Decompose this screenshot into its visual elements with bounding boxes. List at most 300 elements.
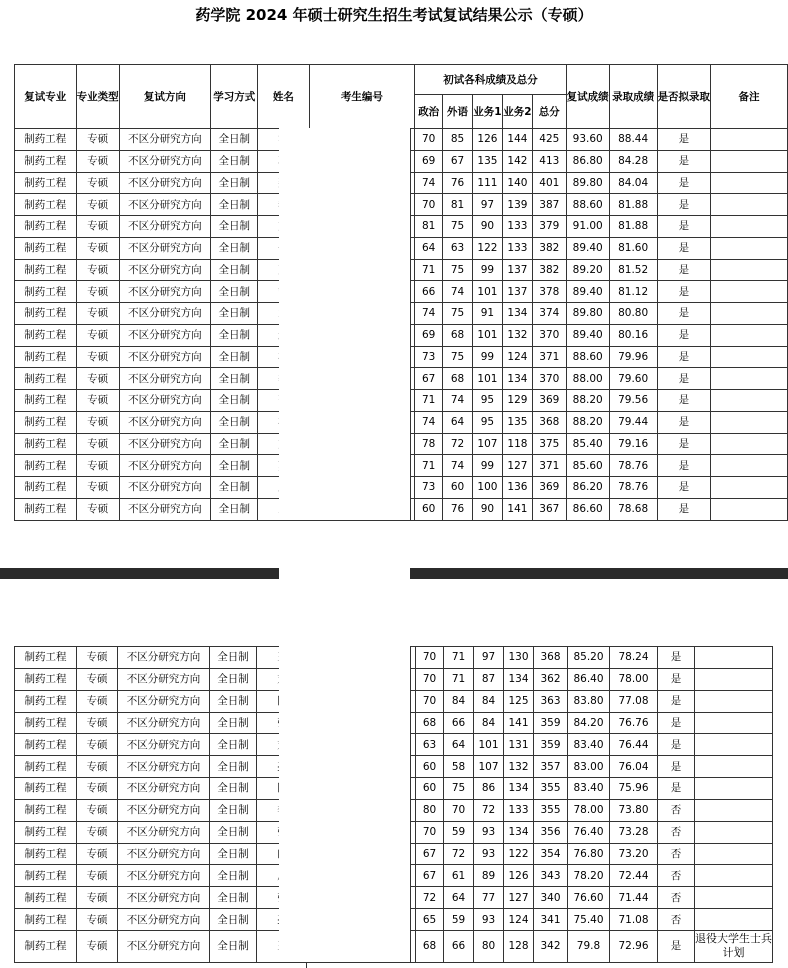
total-score: 382: [532, 259, 566, 281]
total-score: 359: [534, 712, 568, 734]
remarks-cell: [711, 237, 788, 259]
direction-cell: 不区分研究方向: [119, 498, 211, 520]
total-score: 357: [534, 756, 568, 778]
direction-cell: 不区分研究方向: [119, 129, 211, 151]
course2-score: 127: [504, 887, 534, 909]
study-mode-cell: 全日制: [211, 433, 258, 455]
major-type-cell: 专硕: [77, 668, 118, 690]
direction-cell: 不区分研究方向: [119, 303, 211, 325]
foreign-score: 74: [443, 281, 473, 303]
retest-score: 75.40: [568, 909, 610, 931]
course2-score: 141: [504, 712, 534, 734]
remarks-cell: 退役大学生士兵计划: [695, 930, 773, 962]
politics-score: 67: [416, 843, 444, 865]
direction-cell: 不区分研究方向: [118, 734, 210, 756]
redaction-mask-top: [279, 128, 410, 520]
course2-score: 133: [502, 216, 532, 238]
direction-cell: 不区分研究方向: [119, 477, 211, 499]
header-initial-group: 初试各科成绩及总分: [415, 65, 566, 95]
study-mode-cell: 全日制: [210, 821, 257, 843]
header-exam-id: 考生编号: [309, 65, 415, 129]
politics-score: 73: [415, 477, 443, 499]
header-politics: 政治: [415, 95, 443, 129]
admit-status: 否: [658, 887, 695, 909]
course2-score: 126: [504, 865, 534, 887]
direction-cell: 不区分研究方向: [118, 712, 210, 734]
foreign-score: 75: [443, 346, 473, 368]
major-cell: 制药工程: [15, 368, 77, 390]
major-type-cell: 专硕: [76, 129, 119, 151]
admit-score: 79.60: [609, 368, 657, 390]
foreign-score: 60: [443, 477, 473, 499]
retest-score: 88.20: [566, 390, 609, 412]
course1-score: 122: [472, 237, 502, 259]
direction-cell: 不区分研究方向: [119, 390, 211, 412]
header-course2: 业务2: [502, 95, 532, 129]
major-cell: 制药工程: [15, 930, 77, 962]
admit-status: 是: [657, 411, 711, 433]
politics-score: 68: [416, 712, 444, 734]
major-type-cell: 专硕: [76, 433, 119, 455]
study-mode-cell: 全日制: [211, 237, 258, 259]
politics-score: 67: [416, 865, 444, 887]
remarks-cell: [695, 821, 773, 843]
total-score: 368: [532, 411, 566, 433]
major-type-cell: 专硕: [76, 216, 119, 238]
foreign-score: 63: [443, 237, 473, 259]
admit-score: 78.76: [609, 477, 657, 499]
direction-cell: 不区分研究方向: [118, 799, 210, 821]
major-cell: 制药工程: [15, 237, 77, 259]
major-cell: 制药工程: [15, 647, 77, 669]
major-type-cell: 专硕: [76, 498, 119, 520]
course2-score: 131: [504, 734, 534, 756]
remarks-cell: [695, 865, 773, 887]
study-mode-cell: 全日制: [211, 411, 258, 433]
course2-score: 137: [502, 281, 532, 303]
remarks-cell: [711, 433, 788, 455]
study-mode-cell: 全日制: [211, 281, 258, 303]
study-mode-cell: 全日制: [211, 129, 258, 151]
major-type-cell: 专硕: [76, 303, 119, 325]
course2-score: 142: [502, 150, 532, 172]
course1-score: 99: [472, 259, 502, 281]
course2-score: 118: [502, 433, 532, 455]
major-cell: 制药工程: [15, 734, 77, 756]
total-score: 387: [532, 194, 566, 216]
retest-score: 86.80: [566, 150, 609, 172]
admit-status: 是: [657, 303, 711, 325]
foreign-score: 75: [444, 778, 474, 800]
admit-score: 79.96: [609, 346, 657, 368]
course1-score: 72: [474, 799, 504, 821]
total-score: 425: [532, 129, 566, 151]
study-mode-cell: 全日制: [210, 712, 257, 734]
retest-score: 83.00: [568, 756, 610, 778]
study-mode-cell: 全日制: [210, 909, 257, 931]
header-admit-score: 录取成绩: [609, 65, 657, 129]
study-mode-cell: 全日制: [210, 778, 257, 800]
total-score: 379: [532, 216, 566, 238]
major-cell: 制药工程: [15, 324, 77, 346]
course2-score: 136: [502, 477, 532, 499]
admit-score: 79.16: [609, 433, 657, 455]
politics-score: 74: [415, 172, 443, 194]
retest-score: 89.80: [566, 303, 609, 325]
direction-cell: 不区分研究方向: [119, 324, 211, 346]
admit-status: 是: [658, 930, 695, 962]
study-mode-cell: 全日制: [210, 690, 257, 712]
course1-score: 99: [472, 346, 502, 368]
admit-score: 71.44: [610, 887, 658, 909]
major-type-cell: 专硕: [76, 477, 119, 499]
total-score: 382: [532, 237, 566, 259]
major-type-cell: 专硕: [76, 237, 119, 259]
admit-score: 75.96: [610, 778, 658, 800]
study-mode-cell: 全日制: [211, 303, 258, 325]
remarks-cell: [711, 150, 788, 172]
course2-score: 140: [502, 172, 532, 194]
major-cell: 制药工程: [15, 778, 77, 800]
study-mode-cell: 全日制: [211, 150, 258, 172]
admit-status: 否: [658, 865, 695, 887]
course2-score: 134: [502, 303, 532, 325]
major-cell: 制药工程: [15, 346, 77, 368]
major-type-cell: 专硕: [76, 368, 119, 390]
admit-score: 80.80: [609, 303, 657, 325]
admit-score: 81.12: [609, 281, 657, 303]
page-break-bar-left: [0, 568, 279, 579]
admit-score: 80.16: [609, 324, 657, 346]
major-type-cell: 专硕: [77, 930, 118, 962]
retest-score: 93.60: [566, 129, 609, 151]
major-type-cell: 专硕: [76, 150, 119, 172]
retest-score: 89.40: [566, 324, 609, 346]
foreign-score: 58: [444, 756, 474, 778]
course1-score: 99: [472, 455, 502, 477]
politics-score: 78: [415, 433, 443, 455]
study-mode-cell: 全日制: [210, 668, 257, 690]
remarks-cell: [711, 346, 788, 368]
course1-score: 90: [472, 498, 502, 520]
course1-score: 126: [472, 129, 502, 151]
foreign-score: 76: [443, 498, 473, 520]
politics-score: 63: [416, 734, 444, 756]
admit-status: 是: [658, 647, 695, 669]
admit-score: 73.28: [610, 821, 658, 843]
retest-score: 86.20: [566, 477, 609, 499]
admit-status: 否: [658, 799, 695, 821]
foreign-score: 59: [444, 821, 474, 843]
course1-score: 84: [474, 712, 504, 734]
retest-score: 84.20: [568, 712, 610, 734]
course1-score: 95: [472, 411, 502, 433]
study-mode-cell: 全日制: [211, 172, 258, 194]
header-major-type: 专业类型: [76, 65, 119, 129]
direction-cell: 不区分研究方向: [119, 237, 211, 259]
admit-status: 是: [657, 172, 711, 194]
retest-score: 78.00: [568, 799, 610, 821]
admit-status: 否: [658, 909, 695, 931]
remarks-cell: [711, 477, 788, 499]
total-score: 362: [534, 668, 568, 690]
admit-score: 73.20: [610, 843, 658, 865]
retest-score: 86.60: [566, 498, 609, 520]
direction-cell: 不区分研究方向: [119, 411, 211, 433]
total-score: 354: [534, 843, 568, 865]
direction-cell: 不区分研究方向: [118, 843, 210, 865]
politics-score: 74: [415, 411, 443, 433]
direction-cell: 不区分研究方向: [119, 194, 211, 216]
major-type-cell: 专硕: [77, 887, 118, 909]
course2-score: 133: [502, 237, 532, 259]
admit-status: 是: [657, 150, 711, 172]
retest-score: 88.20: [566, 411, 609, 433]
major-type-cell: 专硕: [76, 411, 119, 433]
direction-cell: 不区分研究方向: [118, 887, 210, 909]
major-cell: 制药工程: [15, 887, 77, 909]
admit-score: 73.80: [610, 799, 658, 821]
study-mode-cell: 全日制: [211, 324, 258, 346]
direction-cell: 不区分研究方向: [118, 778, 210, 800]
politics-score: 71: [415, 455, 443, 477]
politics-score: 65: [416, 909, 444, 931]
total-score: 369: [532, 390, 566, 412]
remarks-cell: [711, 455, 788, 477]
major-type-cell: 专硕: [76, 390, 119, 412]
major-type-cell: 专硕: [76, 455, 119, 477]
foreign-score: 67: [443, 150, 473, 172]
total-score: 367: [532, 498, 566, 520]
politics-score: 70: [416, 668, 444, 690]
politics-score: 60: [416, 778, 444, 800]
course1-score: 95: [472, 390, 502, 412]
foreign-score: 74: [443, 390, 473, 412]
admit-status: 是: [658, 778, 695, 800]
politics-score: 68: [416, 930, 444, 962]
direction-cell: 不区分研究方向: [119, 150, 211, 172]
remarks-cell: [695, 756, 773, 778]
direction-cell: 不区分研究方向: [119, 433, 211, 455]
politics-score: 80: [416, 799, 444, 821]
admit-score: 78.00: [610, 668, 658, 690]
retest-score: 85.40: [566, 433, 609, 455]
foreign-score: 66: [444, 712, 474, 734]
direction-cell: 不区分研究方向: [118, 756, 210, 778]
major-cell: 制药工程: [15, 821, 77, 843]
admit-score: 79.44: [609, 411, 657, 433]
politics-score: 64: [415, 237, 443, 259]
retest-score: 89.40: [566, 281, 609, 303]
remarks-cell: [695, 734, 773, 756]
retest-score: 79.8: [568, 930, 610, 962]
remarks-cell: [711, 129, 788, 151]
header-foreign: 外语: [443, 95, 473, 129]
course1-score: 93: [474, 821, 504, 843]
admit-score: 72.96: [610, 930, 658, 962]
admit-status: 是: [657, 368, 711, 390]
study-mode-cell: 全日制: [211, 346, 258, 368]
admit-score: 78.76: [609, 455, 657, 477]
foreign-score: 64: [444, 734, 474, 756]
course2-score: 125: [504, 690, 534, 712]
study-mode-cell: 全日制: [210, 756, 257, 778]
foreign-score: 64: [443, 411, 473, 433]
foreign-score: 81: [443, 194, 473, 216]
major-type-cell: 专硕: [76, 324, 119, 346]
major-type-cell: 专硕: [76, 281, 119, 303]
politics-score: 73: [415, 346, 443, 368]
header-direction: 复试方向: [119, 65, 211, 129]
direction-cell: 不区分研究方向: [119, 259, 211, 281]
major-cell: 制药工程: [15, 303, 77, 325]
admit-score: 88.44: [609, 129, 657, 151]
politics-score: 81: [415, 216, 443, 238]
retest-score: 88.00: [566, 368, 609, 390]
admit-status: 是: [657, 129, 711, 151]
admit-score: 76.04: [610, 756, 658, 778]
foreign-score: 61: [444, 865, 474, 887]
course1-score: 80: [474, 930, 504, 962]
major-cell: 制药工程: [15, 799, 77, 821]
remarks-cell: [695, 668, 773, 690]
course2-score: 128: [504, 930, 534, 962]
admit-score: 84.04: [609, 172, 657, 194]
admit-score: 78.68: [609, 498, 657, 520]
politics-score: 71: [415, 259, 443, 281]
retest-score: 88.60: [566, 194, 609, 216]
direction-cell: 不区分研究方向: [119, 281, 211, 303]
admit-status: 是: [657, 390, 711, 412]
page-title: 药学院 2024 年硕士研究生招生考试复试结果公示（专硕）: [195, 6, 593, 24]
course1-score: 111: [472, 172, 502, 194]
major-cell: 制药工程: [15, 433, 77, 455]
major-type-cell: 专硕: [76, 194, 119, 216]
major-type-cell: 专硕: [77, 734, 118, 756]
foreign-score: 59: [444, 909, 474, 931]
course1-score: 86: [474, 778, 504, 800]
retest-score: 76.80: [568, 843, 610, 865]
major-cell: 制药工程: [15, 390, 77, 412]
direction-cell: 不区分研究方向: [118, 647, 210, 669]
admit-score: 76.44: [610, 734, 658, 756]
course2-score: 132: [504, 756, 534, 778]
major-type-cell: 专硕: [77, 865, 118, 887]
course2-score: 134: [502, 368, 532, 390]
direction-cell: 不区分研究方向: [119, 455, 211, 477]
foreign-score: 84: [444, 690, 474, 712]
course2-score: 129: [502, 390, 532, 412]
course2-score: 139: [502, 194, 532, 216]
cell-border: [410, 646, 411, 962]
major-type-cell: 专硕: [77, 799, 118, 821]
header-name: 姓名: [258, 65, 309, 129]
major-cell: 制药工程: [15, 498, 77, 520]
major-cell: 制药工程: [15, 909, 77, 931]
remarks-cell: [695, 887, 773, 909]
course1-score: 97: [474, 647, 504, 669]
total-score: 370: [532, 324, 566, 346]
major-type-cell: 专硕: [76, 346, 119, 368]
course2-score: 133: [504, 799, 534, 821]
remarks-cell: [695, 799, 773, 821]
remarks-cell: [711, 172, 788, 194]
course2-score: 124: [504, 909, 534, 931]
total-score: 355: [534, 799, 568, 821]
study-mode-cell: 全日制: [211, 390, 258, 412]
course1-score: 107: [474, 756, 504, 778]
admit-score: 81.60: [609, 237, 657, 259]
politics-score: 69: [415, 150, 443, 172]
header-retest: 复试成绩: [566, 65, 609, 129]
politics-score: 71: [415, 390, 443, 412]
admit-status: 是: [657, 324, 711, 346]
course2-score: 124: [502, 346, 532, 368]
admit-score: 81.88: [609, 194, 657, 216]
foreign-score: 71: [444, 647, 474, 669]
major-type-cell: 专硕: [76, 259, 119, 281]
total-score: 340: [534, 887, 568, 909]
course1-score: 100: [472, 477, 502, 499]
politics-score: 67: [415, 368, 443, 390]
admit-status: 是: [657, 498, 711, 520]
study-mode-cell: 全日制: [211, 216, 258, 238]
cell-border: [306, 962, 307, 968]
total-score: 369: [532, 477, 566, 499]
total-score: 375: [532, 433, 566, 455]
course2-score: 122: [504, 843, 534, 865]
admit-score: 76.76: [610, 712, 658, 734]
header-course1: 业务1: [472, 95, 502, 129]
major-cell: 制药工程: [15, 668, 77, 690]
politics-score: 74: [415, 303, 443, 325]
major-cell: 制药工程: [15, 281, 77, 303]
total-score: 342: [534, 930, 568, 962]
retest-score: 88.60: [566, 346, 609, 368]
course2-score: 134: [504, 821, 534, 843]
direction-cell: 不区分研究方向: [118, 865, 210, 887]
politics-score: 70: [416, 647, 444, 669]
course1-score: 77: [474, 887, 504, 909]
retest-score: 76.40: [568, 821, 610, 843]
foreign-score: 75: [443, 303, 473, 325]
admit-status: 是: [657, 455, 711, 477]
foreign-score: 68: [443, 324, 473, 346]
course1-score: 101: [472, 324, 502, 346]
retest-score: 85.60: [566, 455, 609, 477]
remarks-cell: [711, 368, 788, 390]
major-cell: 制药工程: [15, 477, 77, 499]
course1-score: 101: [472, 281, 502, 303]
direction-cell: 不区分研究方向: [118, 668, 210, 690]
admit-status: 否: [658, 821, 695, 843]
course1-score: 101: [472, 368, 502, 390]
course1-score: 93: [474, 843, 504, 865]
course1-score: 84: [474, 690, 504, 712]
major-type-cell: 专硕: [77, 756, 118, 778]
remarks-cell: [711, 216, 788, 238]
study-mode-cell: 全日制: [210, 887, 257, 909]
politics-score: 70: [415, 129, 443, 151]
admit-status: 是: [658, 734, 695, 756]
major-cell: 制药工程: [15, 756, 77, 778]
total-score: 356: [534, 821, 568, 843]
course1-score: 91: [472, 303, 502, 325]
course2-score: 135: [502, 411, 532, 433]
retest-score: 85.20: [568, 647, 610, 669]
remarks-cell: [711, 324, 788, 346]
major-type-cell: 专硕: [76, 172, 119, 194]
